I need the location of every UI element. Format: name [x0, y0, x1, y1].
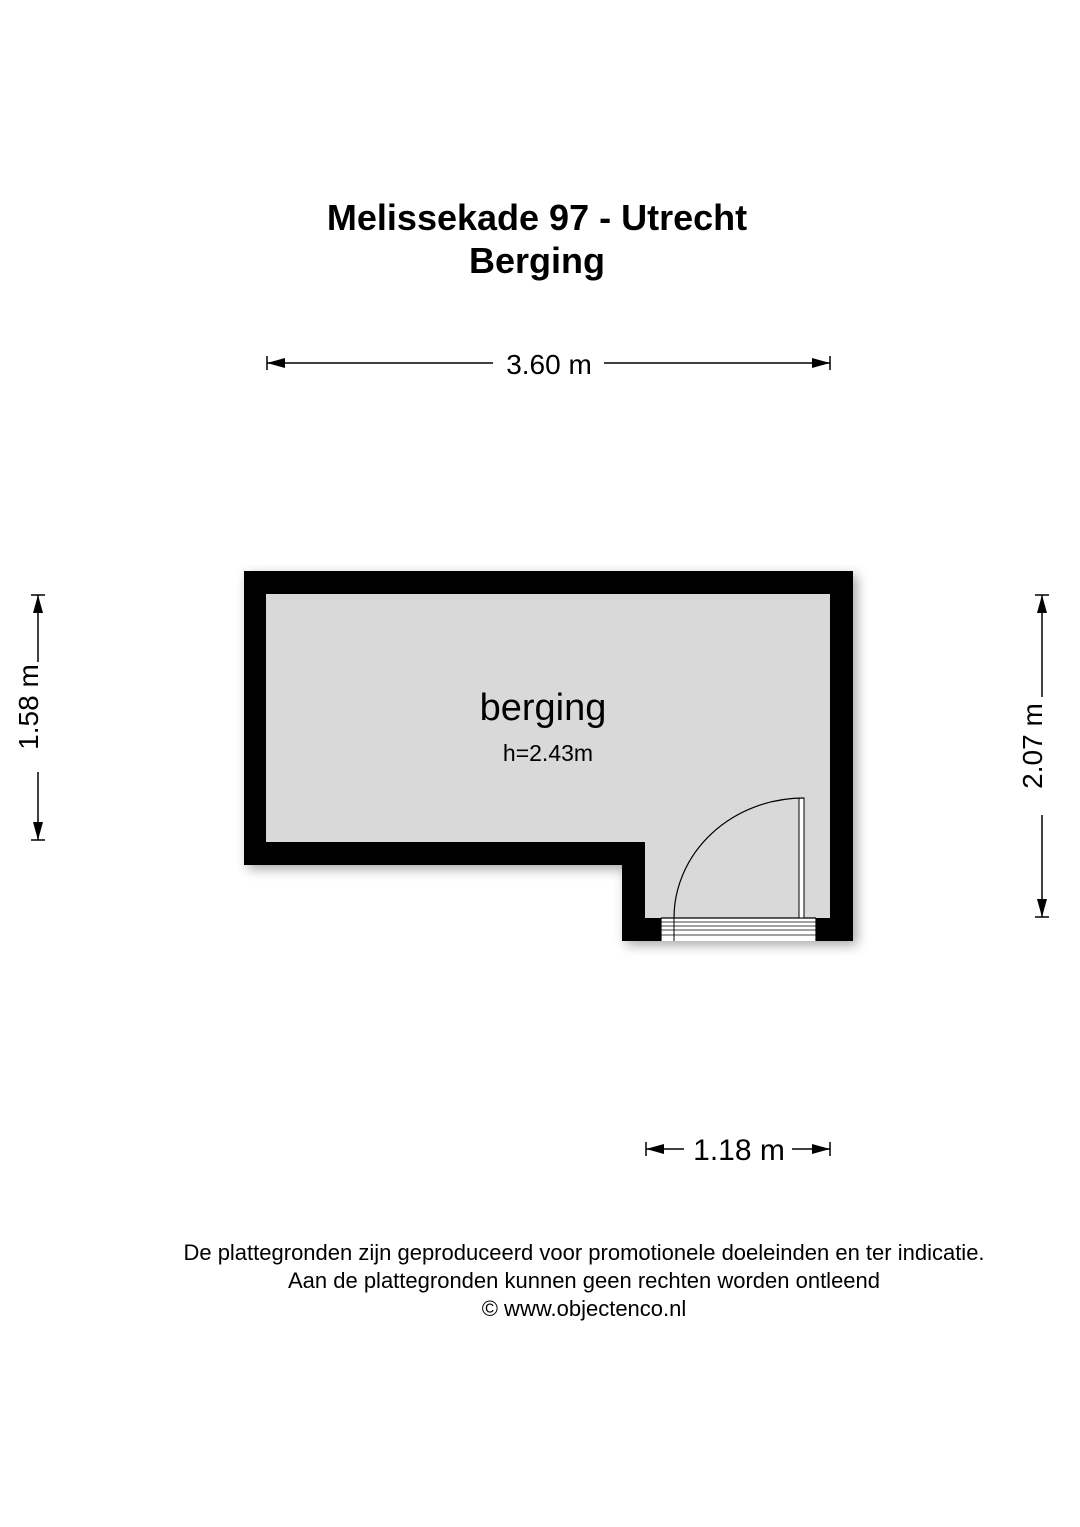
dimension-left	[13, 595, 45, 840]
floorplan-address-title: Melissekade 97 - Utrecht	[326, 197, 748, 238]
footer-disclaimer-line1: De plattegronden zijn geproduceerd voor promotionele doeleinden en ter indicatie.	[183, 1240, 985, 1265]
dimension-top-label: 3.60 m	[506, 349, 592, 380]
dimension-bottom	[646, 1134, 830, 1167]
room-name-label: berging	[479, 687, 607, 729]
arrow-left-icon	[646, 1144, 664, 1154]
arrow-down-icon	[33, 822, 43, 840]
dimension-right-label: 2.07 m	[1017, 703, 1048, 789]
door-leaf	[799, 798, 804, 918]
arrow-up-icon	[1037, 595, 1047, 613]
dimension-top	[267, 349, 830, 380]
door-opening	[661, 918, 816, 941]
dimension-right	[1017, 595, 1049, 917]
arrow-right-icon	[812, 1144, 830, 1154]
dimension-left-label: 1.58 m	[13, 664, 44, 750]
footer-disclaimer-line2: Aan de plattegronden kunnen geen rechten worden ontleend	[287, 1268, 881, 1293]
arrow-up-icon	[33, 595, 43, 613]
arrow-down-icon	[1037, 899, 1047, 917]
arrow-right-icon	[812, 358, 830, 368]
arrow-left-icon	[267, 358, 285, 368]
floorplan-floor-title: Berging	[468, 240, 605, 281]
room-height-label: h=2.43m	[502, 740, 594, 766]
footer-copyright: © www.objectenco.nl	[481, 1296, 687, 1321]
dimension-bottom-label: 1.18 m	[693, 1134, 785, 1167]
